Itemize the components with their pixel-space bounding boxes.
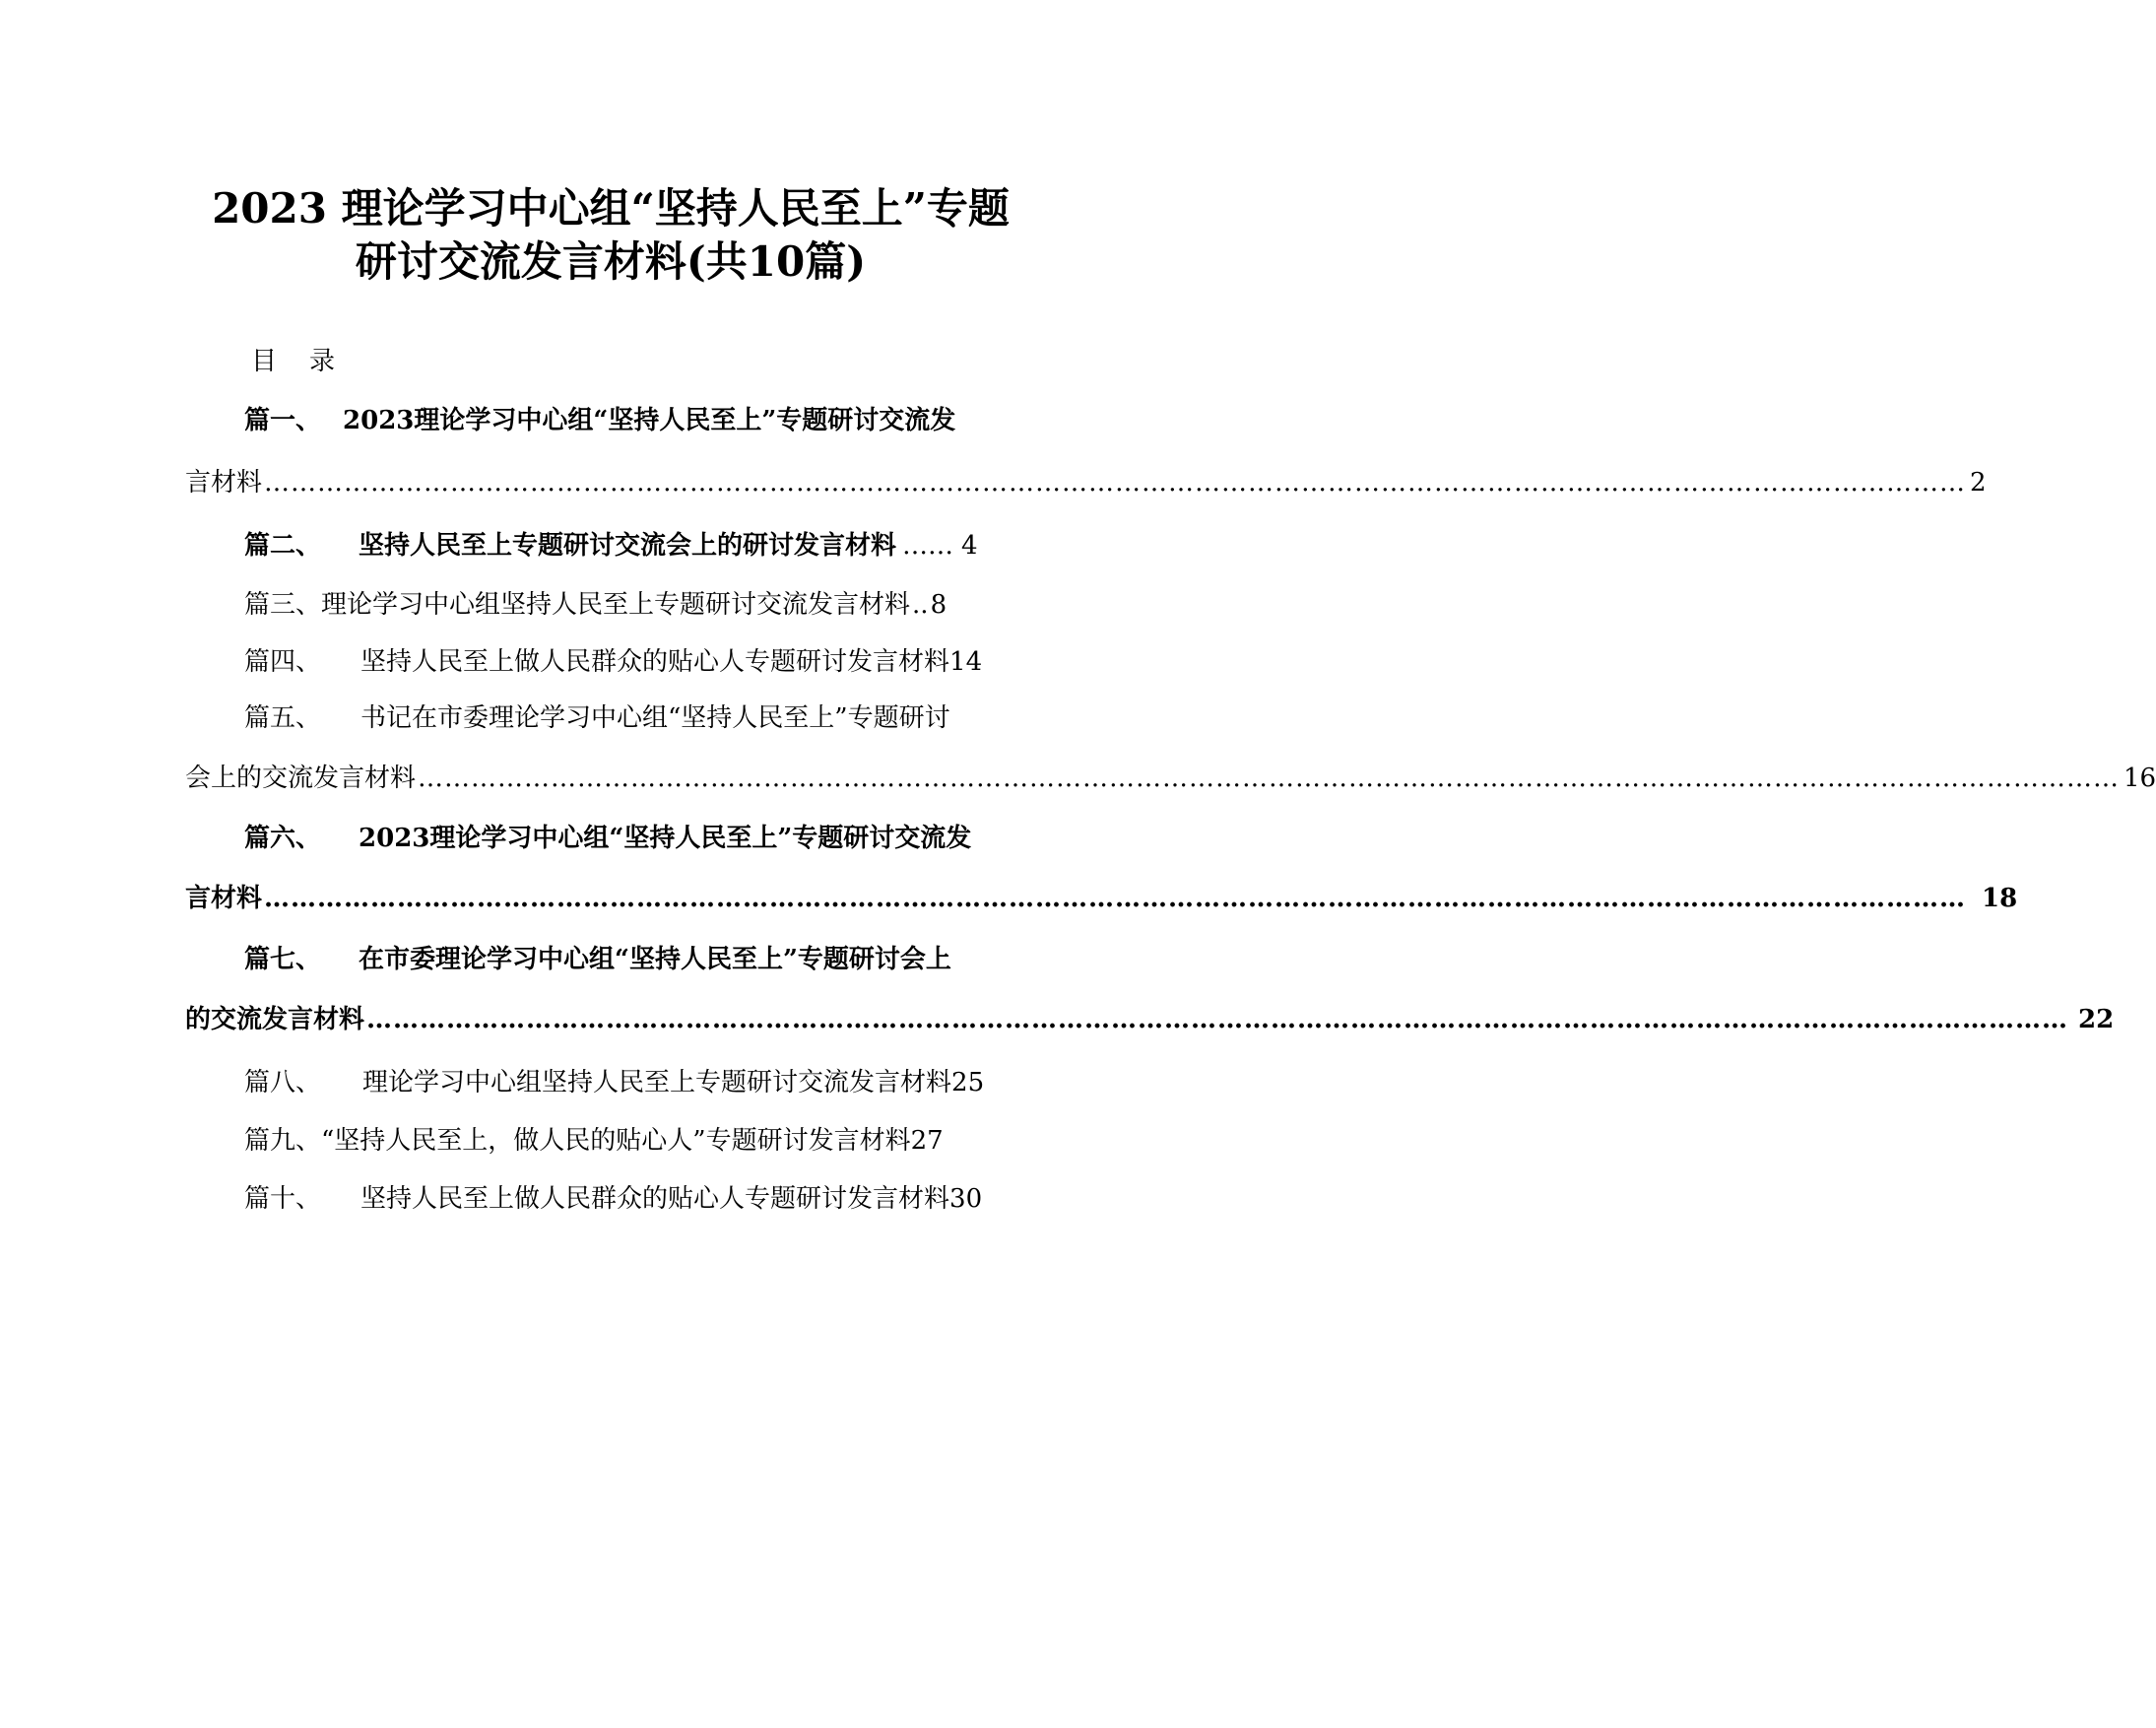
toc-entry-title: 言材料 xyxy=(185,468,263,498)
toc-entry-6-line1[interactable] xyxy=(244,822,1034,855)
toc-entry-page: 30 xyxy=(949,1184,983,1214)
toc-entry-title: 言材料 xyxy=(185,884,263,913)
toc-dot-leader: ………………………………………………………………………………………………………………………………………………………………………… xyxy=(264,884,1967,913)
toc-entry-page: 8 xyxy=(930,590,947,620)
toc-entry-page: 2 xyxy=(1970,468,1987,498)
toc-entry-page: 16 xyxy=(2123,764,2156,793)
toc-entry-10[interactable] xyxy=(244,1182,1044,1216)
toc-entry-page: 4 xyxy=(961,531,978,561)
toc-entry-label: 篇二、 xyxy=(244,531,322,561)
toc-entry-label: 篇四、 xyxy=(244,647,322,677)
toc-entry-1-line1[interactable] xyxy=(244,404,1032,437)
toc-entry-7-line1[interactable] xyxy=(244,943,1034,976)
toc-dot-leader: …… xyxy=(902,531,954,561)
toc-entry-label: 篇六、 xyxy=(244,824,322,853)
toc-entry-7-line2[interactable] xyxy=(185,1003,2115,1036)
toc-entry-label: 篇三、 xyxy=(244,590,322,620)
document-title-line2: 研讨交流发言材料(共10篇) xyxy=(355,237,867,286)
toc-entry-title: 在市委理论学习中心组“坚持人民至上”专题研讨会上 xyxy=(359,945,951,974)
toc-entry-label: 篇十、 xyxy=(244,1184,322,1214)
toc-entry-title: 坚持人民至上做人民群众的贴心人专题研讨发言材料 xyxy=(360,647,950,677)
toc-entry-6-line2[interactable] xyxy=(185,882,2018,915)
toc-dot-leader: ………………………………………………………………………………………………………………………………………………………………………… xyxy=(418,764,2121,793)
toc-entry-5-line1[interactable] xyxy=(244,701,1034,735)
toc-entry-title: 坚持人民至上专题研讨交流会上的研讨发言材料 xyxy=(359,531,897,561)
toc-entry-page: 14 xyxy=(949,647,983,677)
toc-entry-title: 会上的交流发言材料 xyxy=(185,764,417,793)
toc-entry-title: “坚持人民至上，做人民的贴心人”专题研讨发言材料 xyxy=(321,1126,911,1156)
toc-entry-2[interactable] xyxy=(244,529,1034,563)
toc-entry-label: 篇一、 xyxy=(244,406,322,435)
toc-entry-label: 篇九、 xyxy=(244,1126,322,1156)
toc-entry-title: 理论学习中心组坚持人民至上专题研讨交流发言材料 xyxy=(362,1068,952,1097)
toc-entry-title: 2023理论学习中心组“坚持人民至上”专题研讨交流发 xyxy=(343,406,956,435)
toc-entry-page: 25 xyxy=(951,1068,985,1097)
toc-entry-9[interactable] xyxy=(244,1124,1062,1158)
toc-dot-leader: ………………………………………………………………………………………………………………………………………………………………………… xyxy=(366,1005,2069,1034)
toc-entry-1-line2[interactable] xyxy=(185,466,1987,499)
toc-entry-page: 22 xyxy=(2078,1005,2115,1034)
toc-entry-label: 篇八、 xyxy=(244,1068,322,1097)
toc-entry-3[interactable] xyxy=(244,588,1034,622)
toc-entry-title: 坚持人民至上做人民群众的贴心人专题研讨发言材料 xyxy=(360,1184,950,1214)
toc-dot-leader: .. xyxy=(912,590,929,620)
toc-entry-5-line2[interactable] xyxy=(185,762,2156,795)
toc-entry-title: 书记在市委理论学习中心组“坚持人民至上”专题研讨 xyxy=(360,703,950,733)
toc-entry-label: 篇七、 xyxy=(244,945,322,974)
toc-entry-title: 的交流发言材料 xyxy=(185,1005,365,1034)
toc-dot-leader: ………………………………………………………………………………………………………………………………………………………………………… xyxy=(264,468,1967,498)
toc-entry-4[interactable] xyxy=(244,645,1044,679)
toc-entry-page: 27 xyxy=(910,1126,944,1156)
toc-entry-label: 篇五、 xyxy=(244,703,322,733)
toc-entry-title: 2023理论学习中心组“坚持人民至上”专题研讨交流发 xyxy=(359,824,972,853)
toc-entry-title: 理论学习中心组坚持人民至上专题研讨交流发言材料 xyxy=(321,590,911,620)
document-title-line1: 2023 理论学习中心组“坚持人民至上”专题 xyxy=(212,184,1010,233)
toc-entry-8[interactable] xyxy=(244,1066,1044,1099)
toc-heading: 目 录 xyxy=(251,347,336,376)
toc-entry-page: 18 xyxy=(1982,884,2018,913)
